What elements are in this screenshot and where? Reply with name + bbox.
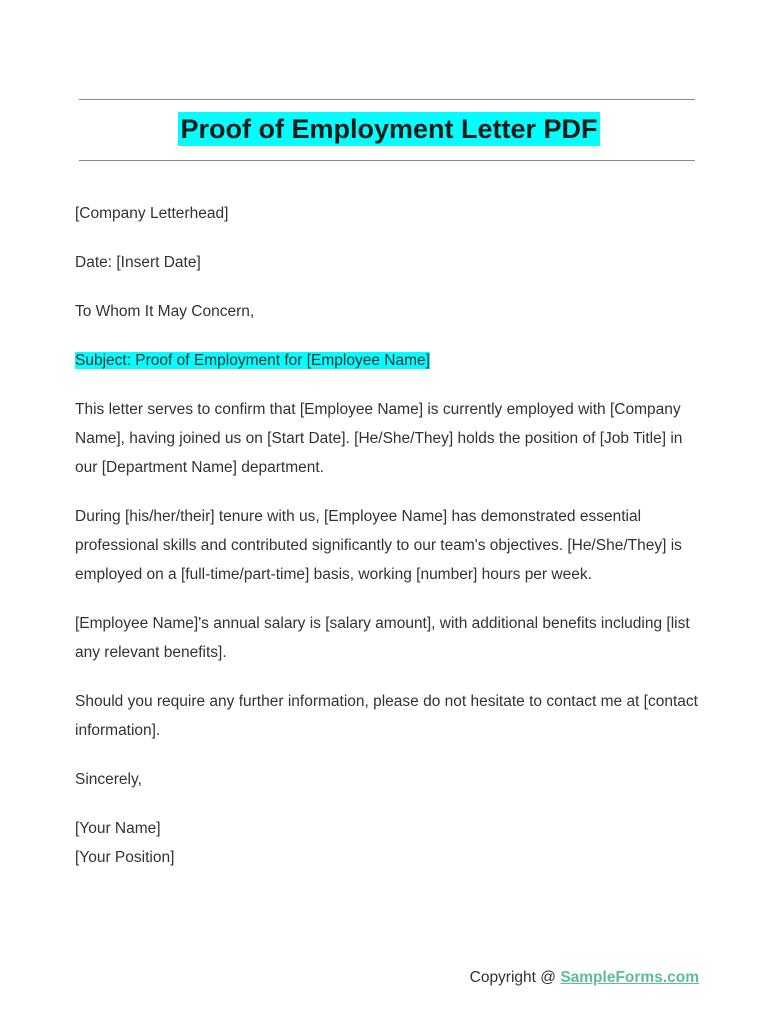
salutation: To Whom It May Concern, — [75, 303, 255, 320]
copyright-prefix: Copyright @ — [469, 969, 561, 986]
paragraph-contact: Should you require any further information, please do not hesitate to contact me at [contact information]. — [75, 693, 698, 739]
signature-block — [75, 814, 707, 872]
title-top-rule — [79, 99, 695, 100]
signature-name: [Your Name] — [75, 820, 161, 837]
paragraph-tenure: During [his/her/their] tenure with us, [Employee Name] has demonstrated essential professional skills and contributed significantly to our team's objectives. [He/She/They] is employed on a [full-time/part-time] basis, working [number] hours per week. — [75, 508, 682, 583]
paragraph-employment: This letter serves to confirm that [Employee Name] is currently employed with [Company Name], having joined us on [Start Date]. [He/She/They] holds the position of [Job Title] in our [Department Name] department. — [75, 401, 683, 476]
page-title: Proof of Employment Letter PDF — [180, 114, 598, 144]
letter-body — [75, 199, 707, 892]
letterhead: [Company Letterhead] — [75, 205, 229, 222]
title-bottom-rule — [79, 160, 695, 161]
signature-position: [Your Position] — [75, 849, 175, 866]
title-container — [0, 112, 778, 146]
date-line: Date: [Insert Date] — [75, 254, 201, 271]
subject-line — [75, 346, 707, 375]
subject-highlight: Subject: Proof of Employment for [Employee Name] — [75, 352, 430, 369]
paragraph-salary: [Employee Name]'s annual salary is [salary amount], with additional benefits including [list any relevant benefits]. — [75, 615, 690, 661]
closing: Sincerely, — [75, 771, 142, 788]
footer-copyright — [470, 966, 699, 990]
brand-link[interactable]: SampleForms.com — [560, 969, 699, 986]
